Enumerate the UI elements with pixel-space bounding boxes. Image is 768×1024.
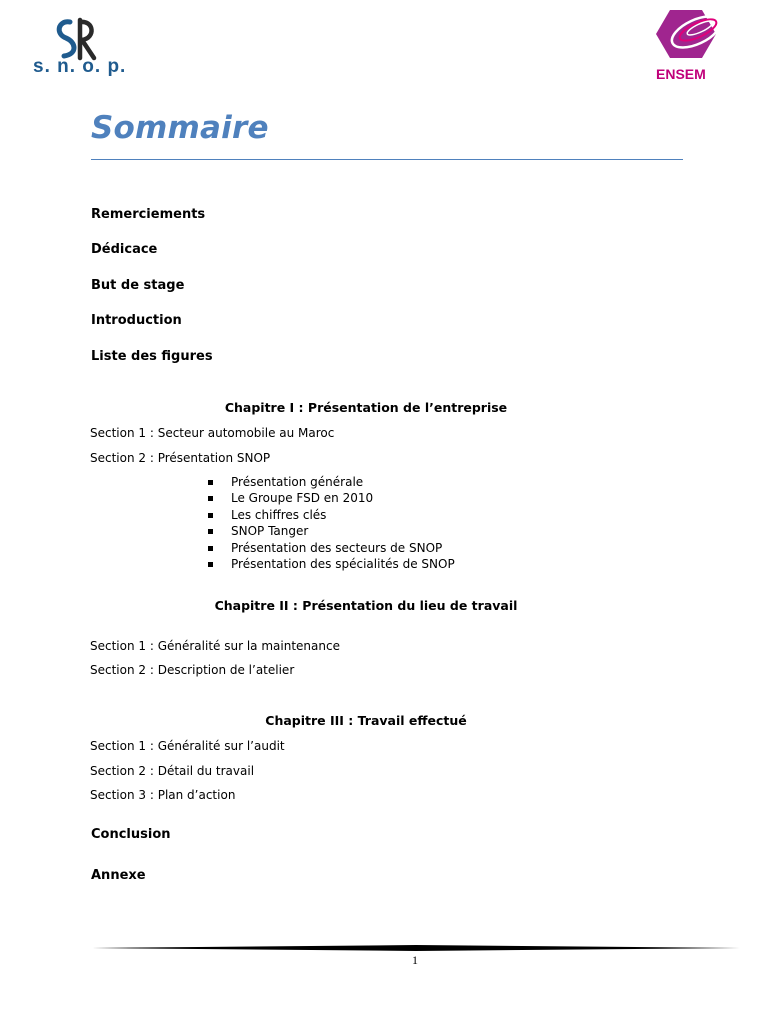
toc-item-dedicace: Dédicace	[91, 242, 158, 257]
list-item	[207, 556, 455, 572]
list-item	[207, 474, 455, 490]
chapter-1-section-2: Section 2 : Présentation SNOP	[90, 451, 271, 465]
chapter-3-section-1: Section 1 : Généralité sur l’audit	[90, 739, 285, 753]
snop-logo-text: s. n. o. p.	[33, 56, 127, 77]
list-item	[207, 540, 455, 556]
bullet-text: Présentation des secteurs de SNOP	[231, 540, 443, 555]
chapter-2-title: Chapitre II : Présentation du lieu de travail	[214, 598, 518, 613]
toc-item-liste-des-figures: Liste des figures	[91, 349, 213, 364]
toc-item-introduction: Introduction	[91, 313, 182, 328]
bullet-text: Les chiffres clés	[231, 507, 327, 522]
page-title: Sommaire	[91, 110, 269, 146]
chapter-3-section-2: Section 2 : Détail du travail	[90, 764, 255, 778]
bullet-text: Présentation générale	[231, 475, 364, 489]
bullet-text: Présentation des spécialités de SNOP	[231, 556, 455, 571]
square-bullet-icon	[208, 546, 213, 551]
list-item	[207, 523, 455, 539]
bullet-text: Le Groupe FSD en 2010	[231, 491, 374, 506]
square-bullet-icon	[208, 529, 213, 534]
square-bullet-icon	[208, 562, 213, 567]
list-item	[207, 490, 455, 506]
chapter-2-section-1: Section 1 : Généralité sur la maintenance	[90, 639, 340, 653]
toc-item-remerciements: Remerciements	[91, 207, 206, 222]
chapter-1-bullet-list	[207, 474, 455, 572]
chapter-1-title: Chapitre I : Présentation de l’entreprise	[224, 400, 508, 415]
square-bullet-icon	[208, 496, 213, 501]
footer-rule	[92, 944, 740, 952]
ensem-logo-text: ENSEM	[656, 66, 706, 82]
square-bullet-icon	[208, 480, 213, 485]
chapter-1-section-1: Section 1 : Secteur automobile au Maroc	[90, 426, 335, 440]
toc-item-but-de-stage: But de stage	[91, 278, 185, 293]
chapter-3-title: Chapitre III : Travail effectué	[265, 713, 467, 728]
chapter-2-section-2: Section 2 : Description de l’atelier	[90, 663, 295, 677]
toc-item-conclusion: Conclusion	[91, 827, 171, 842]
chapter-3-section-3: Section 3 : Plan d’action	[90, 788, 236, 802]
list-item	[207, 507, 455, 523]
square-bullet-icon	[208, 513, 213, 518]
toc-item-annexe: Annexe	[91, 868, 146, 883]
title-underline	[91, 159, 683, 160]
bullet-text: SNOP Tanger	[231, 524, 309, 539]
page-number: 1	[412, 953, 418, 967]
